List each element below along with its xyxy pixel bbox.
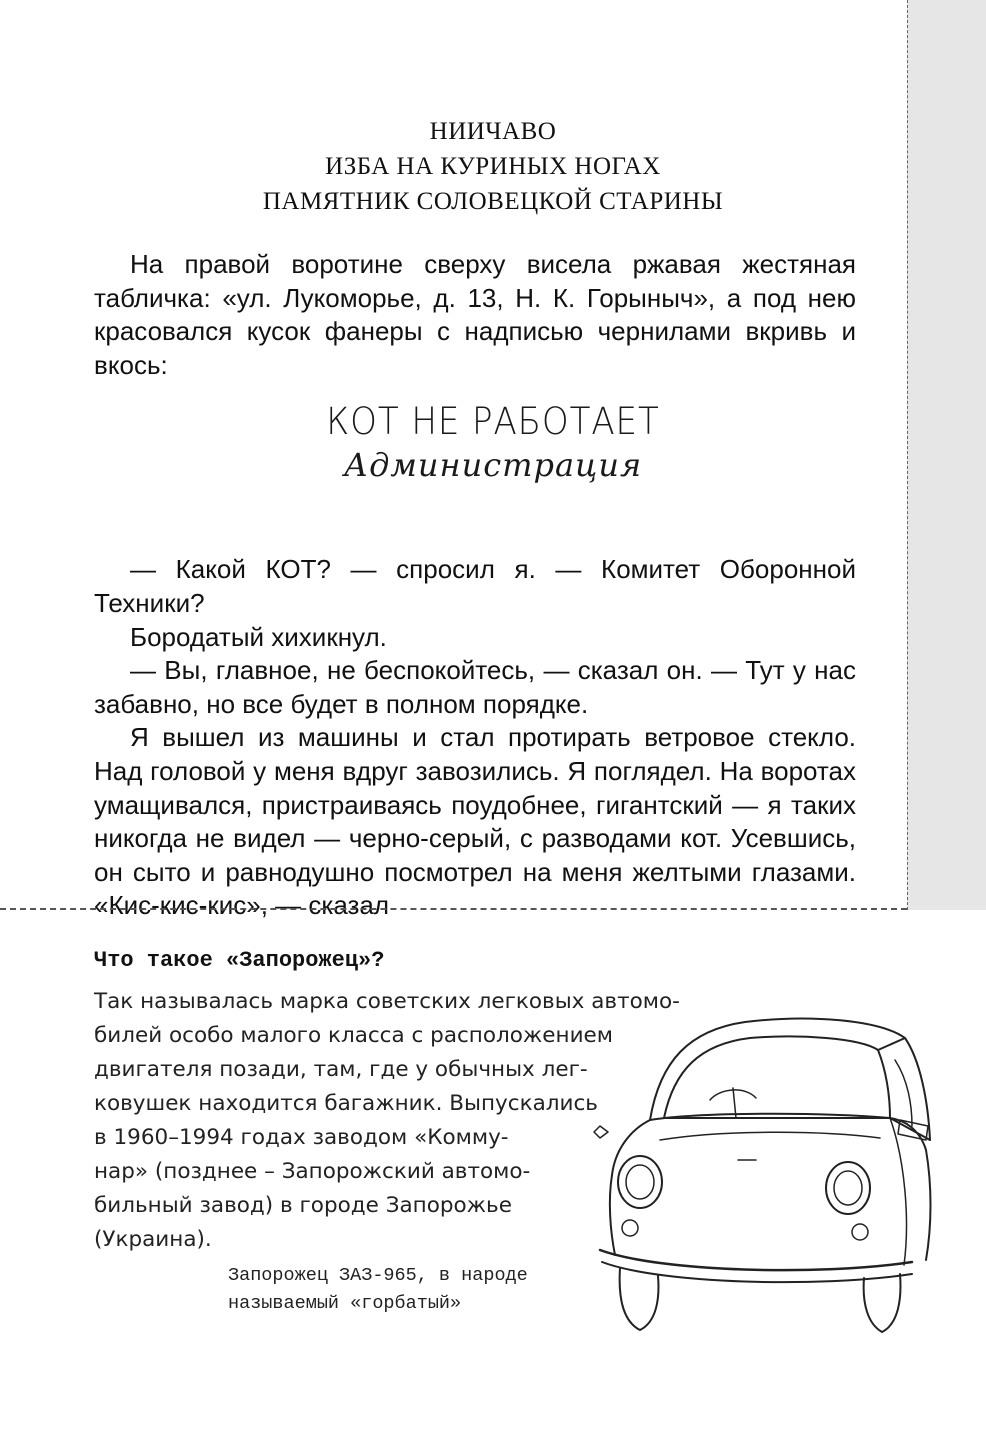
image-caption <box>228 1262 528 1318</box>
sidebar-line-3: двигателя позади, там, где у обычных лег- <box>94 1057 588 1082</box>
main-text <box>94 248 856 923</box>
sidebar-line-6: нар» (позднее – Запорожский автомо- <box>94 1159 531 1184</box>
sign-line-1: НИИЧАВО <box>429 118 557 145</box>
sign-line-2: ИЗБА НА КУРИНЫХ НОГАХ <box>325 153 661 180</box>
paragraph-3: Бородатый хихикнул. <box>130 621 387 652</box>
handwritten-sign-line-1: КОТ НЕ РАБОТАЕТ <box>326 400 660 443</box>
zaporozhets-car-illustration <box>560 1000 940 1340</box>
paragraph-1: На правой воротине сверху висела ржавая жестяная табличка: «ул. Лукоморье, д. 13, Н. К. Горыныч», а под нею красовался кусок фанеры с надписью чернилами вкривь и вкось: <box>94 249 856 380</box>
sidebar-title: Что такое «Запорожец»? <box>94 948 385 973</box>
handwritten-sign-line-2: Администрация <box>343 446 643 484</box>
caption-line-2: называемый «горбатый» <box>228 1293 462 1314</box>
sidebar-line-2: билей особо малого класса с расположением <box>94 1023 613 1048</box>
section-divider <box>0 908 907 910</box>
sign-text <box>0 114 986 219</box>
paragraph-5: Я вышел из машины и стал протирать ветровое стекло. Над головой у меня вдруг завозились. Я поглядел. На воротах умащивался, пристраиваясь поудобнее, гигантский — я таких никогда не видел — черно-серый, с разводами кот. Усевшись, он сыто и равнодушно посмотрел на меня желтыми глазами. «Кис-кис-кис», — сказал <box>94 722 856 921</box>
sidebar-line-4: ковушек находится багажник. Выпускались <box>94 1091 598 1116</box>
paragraph-2: — Какой КОТ? — спросил я. — Комитет Оборонной Техники? <box>94 554 856 618</box>
caption-line-1: Запорожец ЗАЗ-965, в народе <box>228 1265 528 1286</box>
sign-line-3: ПАМЯТНИК СОЛОВЕЦКОЙ СТАРИНЫ <box>262 188 724 215</box>
sidebar-line-1: Так называлась марка советских легковых автомо- <box>94 989 680 1014</box>
sidebar-line-7: бильный завод) в городе Запорожье <box>94 1193 512 1218</box>
paragraph-4: — Вы, главное, не беспокойтесь, — сказал он. — Тут у нас забавно, но все будет в полном порядке. <box>94 655 856 719</box>
sidebar-line-8: (Украина). <box>94 1227 212 1252</box>
sidebar-line-5: в 1960–1994 годах заводом «Комму- <box>94 1125 509 1150</box>
